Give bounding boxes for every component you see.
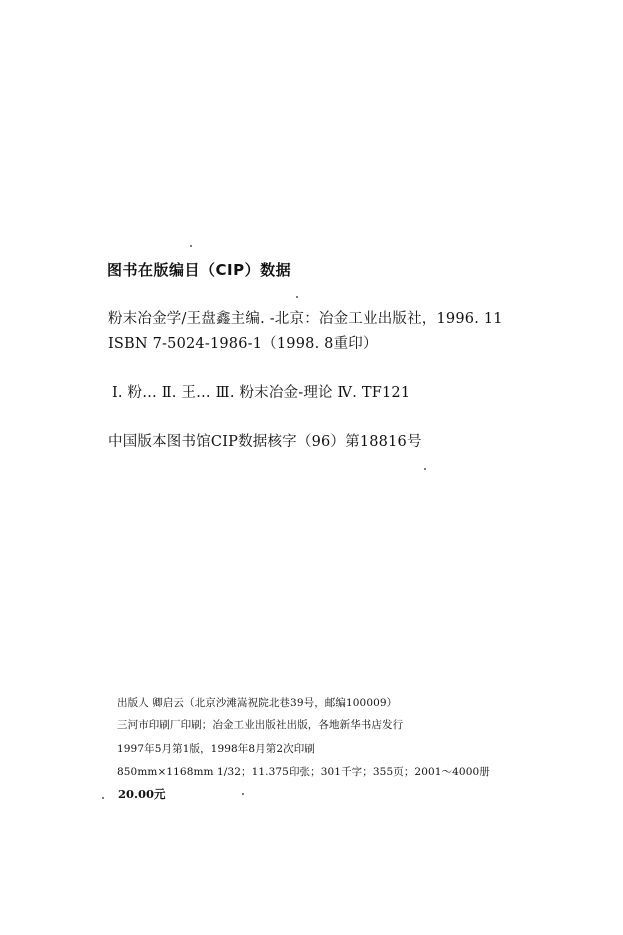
imprint-publisher: 出版人 卿启云（北京沙滩嵩祝院北巷39号，邮编100009）	[117, 697, 398, 709]
cip-isbn: ISBN 7-5024-1986-1（1998. 8重印）	[108, 336, 378, 352]
imprint-specifications: 850mm×1168mm 1/32；11.375印张；301千字；355页；2001～4000册	[117, 766, 490, 778]
scan-speck	[102, 797, 104, 799]
cip-bibliographic-entry: 粉末冶金学/王盘鑫主编. -北京：冶金工业出版社，1996. 11	[108, 311, 503, 327]
scan-speck	[296, 296, 298, 298]
cip-verification-number: 中国版本图书馆CIP数据核字（96）第18816号	[108, 434, 422, 450]
cip-subject-classification: Ⅰ. 粉… Ⅱ. 王… Ⅲ. 粉末冶金-理论 Ⅳ. TF121	[112, 385, 411, 401]
imprint-price: 20.00元	[118, 787, 166, 801]
scan-speck	[190, 245, 192, 247]
scan-speck	[424, 468, 426, 470]
imprint-edition: 1997年5月第1版，1998年8月第2次印刷	[117, 743, 315, 755]
scan-speck	[242, 793, 244, 795]
cip-heading: 图书在版编目（CIP）数据	[107, 261, 292, 279]
imprint-printer: 三河市印刷厂印刷；冶金工业出版社出版，各地新华书店发行	[117, 719, 404, 731]
